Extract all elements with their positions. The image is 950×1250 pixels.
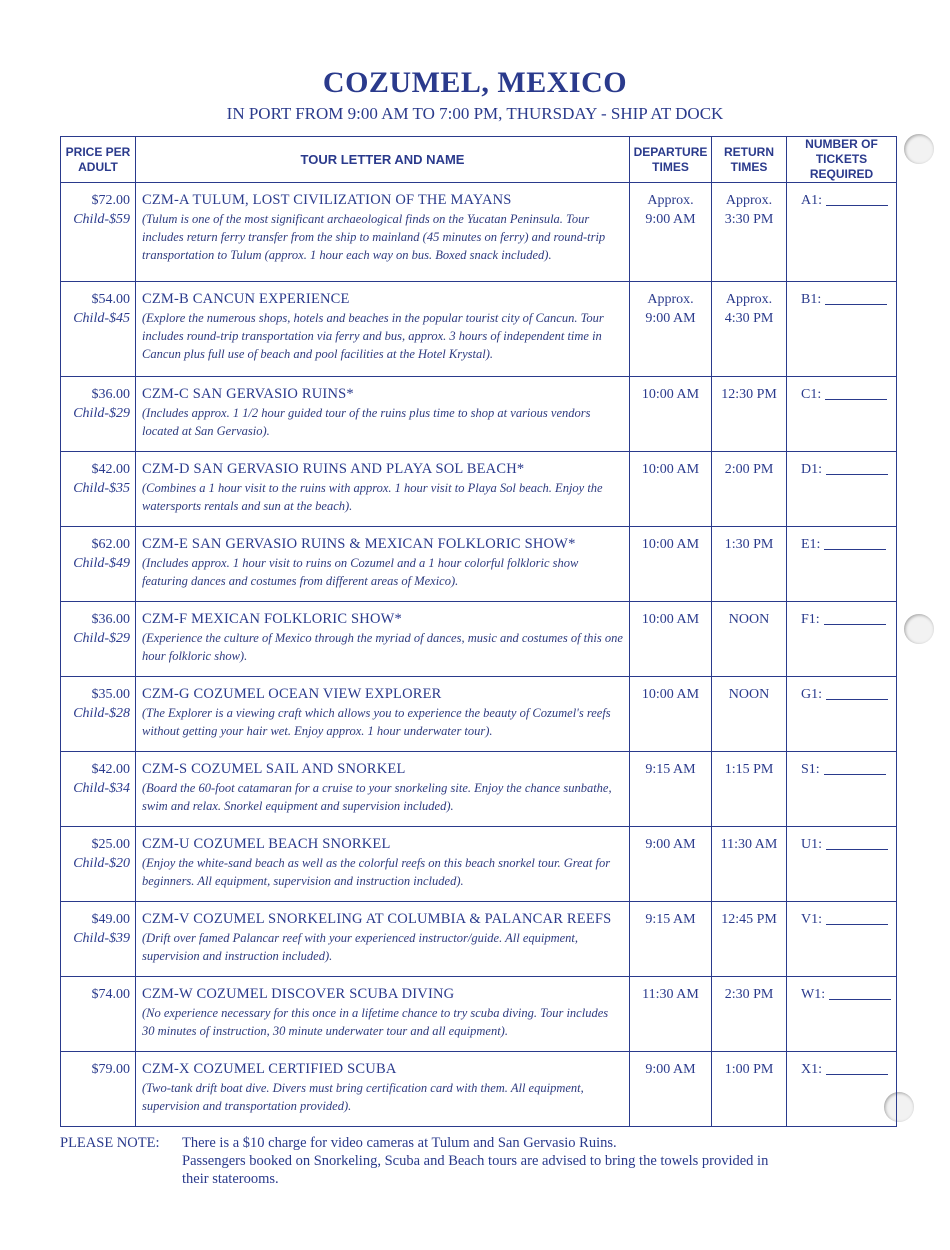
tour-rows	[61, 183, 897, 1127]
tour-cell	[136, 902, 630, 977]
tickets-cell	[787, 1052, 897, 1127]
return-cell	[712, 827, 787, 902]
ticket-code: C1:	[801, 387, 822, 402]
tour-name: CZM-E SAN GERVASIO RUINS & MEXICAN FOLKLORIC SHOW*	[142, 536, 576, 552]
price-cell	[61, 1052, 136, 1127]
adult-price: $25.00	[91, 837, 130, 852]
return-cell	[712, 282, 787, 377]
tour-cell	[136, 827, 630, 902]
departure-time-line-1: 10:00 AM	[641, 687, 700, 702]
table-row	[61, 377, 897, 452]
column-header-departure: DEPARTURE TIMES	[630, 137, 712, 183]
child-price: Child-$59	[73, 212, 130, 227]
tour-cell	[136, 977, 630, 1052]
departure-time-line-1: 9:15 AM	[645, 762, 696, 777]
return-cell	[712, 377, 787, 452]
departure-cell	[630, 377, 712, 452]
note-line-2: Passengers booked on Snorkeling, Scuba and Beach tours are advised to bring the towels provided in	[182, 1153, 769, 1169]
ticket-code: D1:	[801, 462, 822, 477]
ticket-code: U1:	[801, 837, 822, 852]
tour-description: (No experience necessary for this once in a lifetime chance to try scuba diving. Tour includes 30 minutes of instruction, 30 minute underwater tour and all equipment).	[142, 1006, 609, 1038]
tour-description: (Combines a 1 hour visit to the ruins with approx. 1 hour visit to Playa Sol beach. Enjoy the watersports rentals and sun at the beach).	[142, 481, 603, 513]
price-cell	[61, 452, 136, 527]
table-row	[61, 902, 897, 977]
tour-description: (Includes approx. 1 1/2 hour guided tour of the ruins plus time to shop at various vendors located at San Gervasio).	[142, 406, 591, 438]
child-price: Child-$35	[73, 481, 130, 496]
tour-cell	[136, 452, 630, 527]
ticket-code: V1:	[801, 912, 822, 927]
price-cell	[61, 902, 136, 977]
price-cell	[61, 977, 136, 1052]
table-row	[61, 677, 897, 752]
tickets-cell	[787, 677, 897, 752]
column-header-tickets: NUMBER OF TICKETS REQUIRED	[787, 137, 897, 183]
table-row	[61, 827, 897, 902]
price-cell	[61, 282, 136, 377]
return-time-line-1: NOON	[728, 612, 770, 627]
ticket-count-blank[interactable]	[826, 849, 888, 850]
binder-hole-middle	[904, 614, 934, 644]
departure-cell	[630, 902, 712, 977]
ticket-code: S1:	[801, 762, 820, 777]
return-time-line-1: 12:45 PM	[721, 912, 777, 927]
adult-price: $72.00	[91, 193, 130, 208]
column-header-price: PRICE PER ADULT	[61, 137, 136, 183]
ticket-code: X1:	[801, 1062, 822, 1077]
adult-price: $49.00	[91, 912, 130, 927]
ticket-count-blank[interactable]	[824, 624, 886, 625]
column-header-tour: TOUR LETTER AND NAME	[136, 137, 630, 183]
departure-time-line-1: 11:30 AM	[642, 987, 699, 1002]
tickets-cell	[787, 452, 897, 527]
tour-description: (Explore the numerous shops, hotels and beaches in the popular tourist city of Cancun. Tour includes round-trip transportation via ferry and bus, approx. 3 hours of independent time in Cancun plus full use of beach and pool facilities at the Hotel Krystal).	[142, 311, 604, 361]
tours-table	[60, 136, 897, 1127]
table-row	[61, 977, 897, 1052]
table-row	[61, 602, 897, 677]
adult-price: $62.00	[91, 537, 130, 552]
column-header-return: RETURN TIMES	[712, 137, 787, 183]
table-header-row	[61, 137, 897, 183]
table-row	[61, 282, 897, 377]
tour-cell	[136, 377, 630, 452]
tour-name: CZM-A TULUM, LOST CIVILIZATION OF THE MAYANS	[142, 192, 512, 208]
return-time-line-1: 2:00 PM	[724, 462, 774, 477]
tickets-cell	[787, 377, 897, 452]
tickets-cell	[787, 282, 897, 377]
return-cell	[712, 527, 787, 602]
return-time-line-1: 2:30 PM	[724, 987, 774, 1002]
return-cell	[712, 1052, 787, 1127]
tour-cell	[136, 752, 630, 827]
departure-time-line-1: 10:00 AM	[641, 387, 700, 402]
return-time-line-2: 4:30 PM	[724, 311, 774, 326]
tickets-cell	[787, 977, 897, 1052]
adult-price: $35.00	[91, 687, 130, 702]
tour-description: (Enjoy the white-sand beach as well as the colorful reefs on this beach snorkel tour. Great for beginners. All equipment, supervision and instruction included).	[142, 856, 611, 888]
departure-time-line-1: 9:15 AM	[645, 912, 696, 927]
return-time-line-1: Approx.	[725, 193, 773, 208]
return-time-line-1: 1:15 PM	[724, 762, 774, 777]
departure-cell	[630, 527, 712, 602]
ticket-code: E1:	[801, 537, 821, 552]
tour-description: (Drift over famed Palancar reef with your experienced instructor/guide. All equipment, supervision and instruction included).	[142, 931, 579, 963]
departure-time-line-1: Approx.	[647, 193, 694, 208]
ticket-count-blank[interactable]	[825, 304, 887, 305]
return-time-line-1: 1:00 PM	[724, 1062, 774, 1077]
ticket-count-blank[interactable]	[826, 1074, 888, 1075]
tour-cell	[136, 527, 630, 602]
return-time-line-1: 1:30 PM	[724, 537, 774, 552]
child-price: Child-$39	[73, 931, 130, 946]
price-cell	[61, 377, 136, 452]
departure-cell	[630, 752, 712, 827]
tour-description: (The Explorer is a viewing craft which allows you to experience the beauty of Cozumel's reefs without getting your hair wet. Enjoy approx. 1 hour underwater tour).	[142, 706, 611, 738]
tour-name: CZM-W COZUMEL DISCOVER SCUBA DIVING	[142, 986, 455, 1002]
table-row	[61, 527, 897, 602]
note-text	[182, 1134, 902, 1188]
ticket-count-blank[interactable]	[826, 205, 888, 206]
tickets-cell	[787, 902, 897, 977]
child-price: Child-$45	[73, 311, 130, 326]
departure-time-line-2: 9:00 AM	[645, 212, 696, 227]
return-cell	[712, 183, 787, 282]
child-price: Child-$49	[73, 556, 130, 571]
price-cell	[61, 752, 136, 827]
ticket-count-blank[interactable]	[825, 399, 887, 400]
note-label: PLEASE NOTE:	[60, 1135, 160, 1151]
binder-hole-top	[904, 134, 934, 164]
tour-description: (Experience the culture of Mexico through the myriad of dances, music and costumes of this one hour folkloric show).	[142, 631, 623, 663]
departure-cell	[630, 282, 712, 377]
child-price: Child-$29	[73, 406, 130, 421]
tour-name: CZM-D SAN GERVASIO RUINS AND PLAYA SOL BEACH*	[142, 461, 525, 477]
ticket-count-blank[interactable]	[826, 474, 888, 475]
return-time-line-1: 12:30 PM	[721, 387, 777, 402]
departure-time-line-1: 10:00 AM	[641, 462, 700, 477]
return-time-line-1: 11:30 AM	[720, 837, 778, 852]
tour-cell	[136, 183, 630, 282]
tour-cell	[136, 602, 630, 677]
ticket-code: B1:	[801, 292, 822, 307]
return-cell	[712, 452, 787, 527]
tour-description: (Includes approx. 1 hour visit to ruins on Cozumel and a 1 hour colorful folkloric show featuring dances and costumes from different areas of Mexico).	[142, 556, 579, 588]
tour-name: CZM-B CANCUN EXPERIENCE	[142, 291, 350, 307]
tour-cell	[136, 1052, 630, 1127]
price-cell	[61, 527, 136, 602]
child-price: Child-$34	[73, 781, 130, 796]
departure-time-line-1: 9:00 AM	[645, 1062, 696, 1077]
departure-cell	[630, 977, 712, 1052]
port-schedule-subtitle: IN PORT FROM 9:00 AM TO 7:00 PM, THURSDAY - SHIP AT DOCK	[226, 104, 724, 123]
tour-name: CZM-V COZUMEL SNORKELING AT COLUMBIA & PALANCAR REEFS	[142, 911, 612, 927]
return-time-line-1: Approx.	[725, 292, 773, 307]
ticket-count-blank[interactable]	[824, 549, 886, 550]
departure-time-line-1: Approx.	[647, 292, 694, 307]
adult-price: $42.00	[91, 762, 130, 777]
page-title: COZUMEL, MEXICO	[322, 66, 628, 99]
table-row	[61, 183, 897, 282]
tour-description: (Board the 60-foot catamaran for a cruise to your snorkeling site. Enjoy the chance sunbathe, swim and relax. Snorkel equipment and supervision included).	[142, 781, 612, 813]
tickets-cell	[787, 527, 897, 602]
tour-name: CZM-C SAN GERVASIO RUINS*	[142, 386, 354, 402]
departure-time-line-2: 9:00 AM	[645, 311, 696, 326]
tour-cell	[136, 282, 630, 377]
departure-cell	[630, 452, 712, 527]
ticket-code: G1:	[801, 687, 822, 702]
tour-description: (Two-tank drift boat dive. Divers must bring certification card with them. All equipment, supervision and transportation provided).	[142, 1081, 584, 1113]
note-line-3: their staterooms.	[182, 1171, 279, 1187]
ticket-count-blank[interactable]	[826, 699, 888, 700]
adult-price: $36.00	[91, 612, 130, 627]
ticket-code: W1:	[801, 987, 826, 1002]
note-line-1: There is a $10 charge for video cameras at Tulum and San Gervasio Ruins.	[182, 1135, 617, 1151]
departure-cell	[630, 1052, 712, 1127]
price-cell	[61, 677, 136, 752]
adult-price: $79.00	[91, 1062, 130, 1077]
return-cell	[712, 677, 787, 752]
tour-name: CZM-U COZUMEL BEACH SNORKEL	[142, 836, 391, 852]
departure-cell	[630, 602, 712, 677]
departure-time-line-1: 9:00 AM	[645, 837, 696, 852]
table-row	[61, 452, 897, 527]
tickets-cell	[787, 602, 897, 677]
return-time-line-2: 3:30 PM	[724, 212, 774, 227]
child-price: Child-$28	[73, 706, 130, 721]
tour-cell	[136, 677, 630, 752]
ticket-count-blank[interactable]	[826, 924, 888, 925]
return-cell	[712, 902, 787, 977]
ticket-count-blank[interactable]	[824, 774, 886, 775]
price-cell	[61, 827, 136, 902]
table-row	[61, 752, 897, 827]
return-cell	[712, 752, 787, 827]
table-row	[61, 1052, 897, 1127]
ticket-count-blank[interactable]	[829, 999, 891, 1000]
ticket-code: A1:	[801, 193, 822, 208]
tour-name: CZM-G COZUMEL OCEAN VIEW EXPLORER	[142, 686, 442, 702]
departure-cell	[630, 677, 712, 752]
tour-name: CZM-S COZUMEL SAIL AND SNORKEL	[142, 761, 406, 777]
tour-name: CZM-F MEXICAN FOLKLORIC SHOW*	[142, 611, 402, 627]
adult-price: $54.00	[91, 292, 130, 307]
return-cell	[712, 977, 787, 1052]
price-cell	[61, 183, 136, 282]
departure-cell	[630, 183, 712, 282]
departure-cell	[630, 827, 712, 902]
departure-time-line-1: 10:00 AM	[641, 612, 700, 627]
price-cell	[61, 602, 136, 677]
tickets-cell	[787, 827, 897, 902]
tickets-cell	[787, 183, 897, 282]
adult-price: $42.00	[91, 462, 130, 477]
ticket-code: F1:	[801, 612, 820, 627]
adult-price: $74.00	[91, 987, 130, 1002]
tour-name: CZM-X COZUMEL CERTIFIED SCUBA	[142, 1061, 397, 1077]
child-price: Child-$29	[73, 631, 130, 646]
return-cell	[712, 602, 787, 677]
adult-price: $36.00	[91, 387, 130, 402]
tickets-cell	[787, 752, 897, 827]
departure-time-line-1: 10:00 AM	[641, 537, 700, 552]
tour-description: (Tulum is one of the most significant archaeological finds on the Yucatan Peninsula. Tour includes return ferry transfer from the ship to mainland (45 minutes on ferry) and round-trip transportation to Tulum (approx. 1 hour each way on bus. Boxed snack included).	[142, 212, 606, 262]
return-time-line-1: NOON	[728, 687, 770, 702]
child-price: Child-$20	[73, 856, 130, 871]
